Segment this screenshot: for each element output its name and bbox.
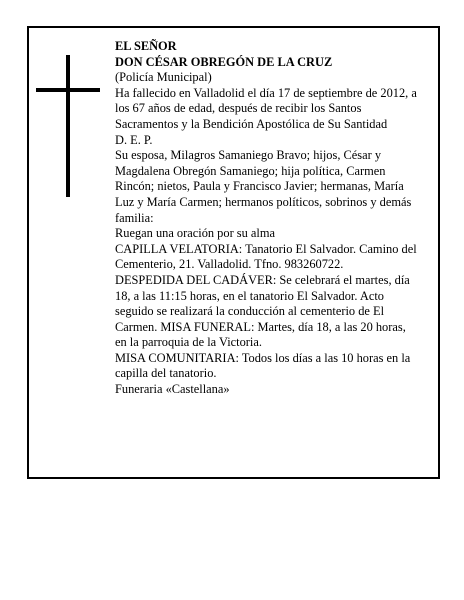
- deceased-name: DON CÉSAR OBREGÓN DE LA CRUZ: [115, 54, 333, 69]
- cross-vertical-bar: [66, 55, 70, 197]
- prayer-request: Ruegan una oración por su alma: [115, 226, 275, 241]
- cross-horizontal-bar: [36, 88, 100, 92]
- title-line-1: EL SEÑOR: [115, 39, 177, 53]
- farewell-info: DESPEDIDA DEL CADÁVER: Se celebrará el martes, día 18, a las 11:15 horas, en el tanatorio El Salvador. Acto seguido se realizará la conducción al cementerio de El Carmen. MISA FUNERAL: Martes, día 18, a las 20 horas, en la parroquia de la Victoria.: [115, 272, 410, 350]
- community-mass: MISA COMUNITARIA: Todos los días a las 10 horas en la capilla del tanatorio.: [115, 350, 411, 381]
- subtitle: (Policía Municipal): [115, 70, 212, 85]
- latin-cross-icon: [36, 55, 100, 197]
- obituary-text: [115, 39, 420, 398]
- family-paragraph: Su esposa, Milagros Samaniego Bravo; hijos, César y Magdalena Obregón Samaniego; hija política, Carmen Rincón; nietos, Paula y Francisco Javier; hermanas, María Luz y María Carmen; hermanos políticos, sobrinos y demás familia:: [115, 148, 412, 225]
- dep-line: D. E. P.: [115, 132, 153, 147]
- funeral-home: Funeraria «Castellana»: [115, 382, 230, 397]
- chapel-info: CAPILLA VELATORIA: Tanatorio El Salvador. Camino del Cementerio, 21. Valladolid. Tfno. 983260722.: [115, 241, 417, 272]
- death-statement: Ha fallecido en Valladolid el día 17 de septiembre de 2012, a los 67 años de edad, después de recibir los Santos Sacramentos y la Bendición Apostólica de Su Santidad: [115, 85, 417, 131]
